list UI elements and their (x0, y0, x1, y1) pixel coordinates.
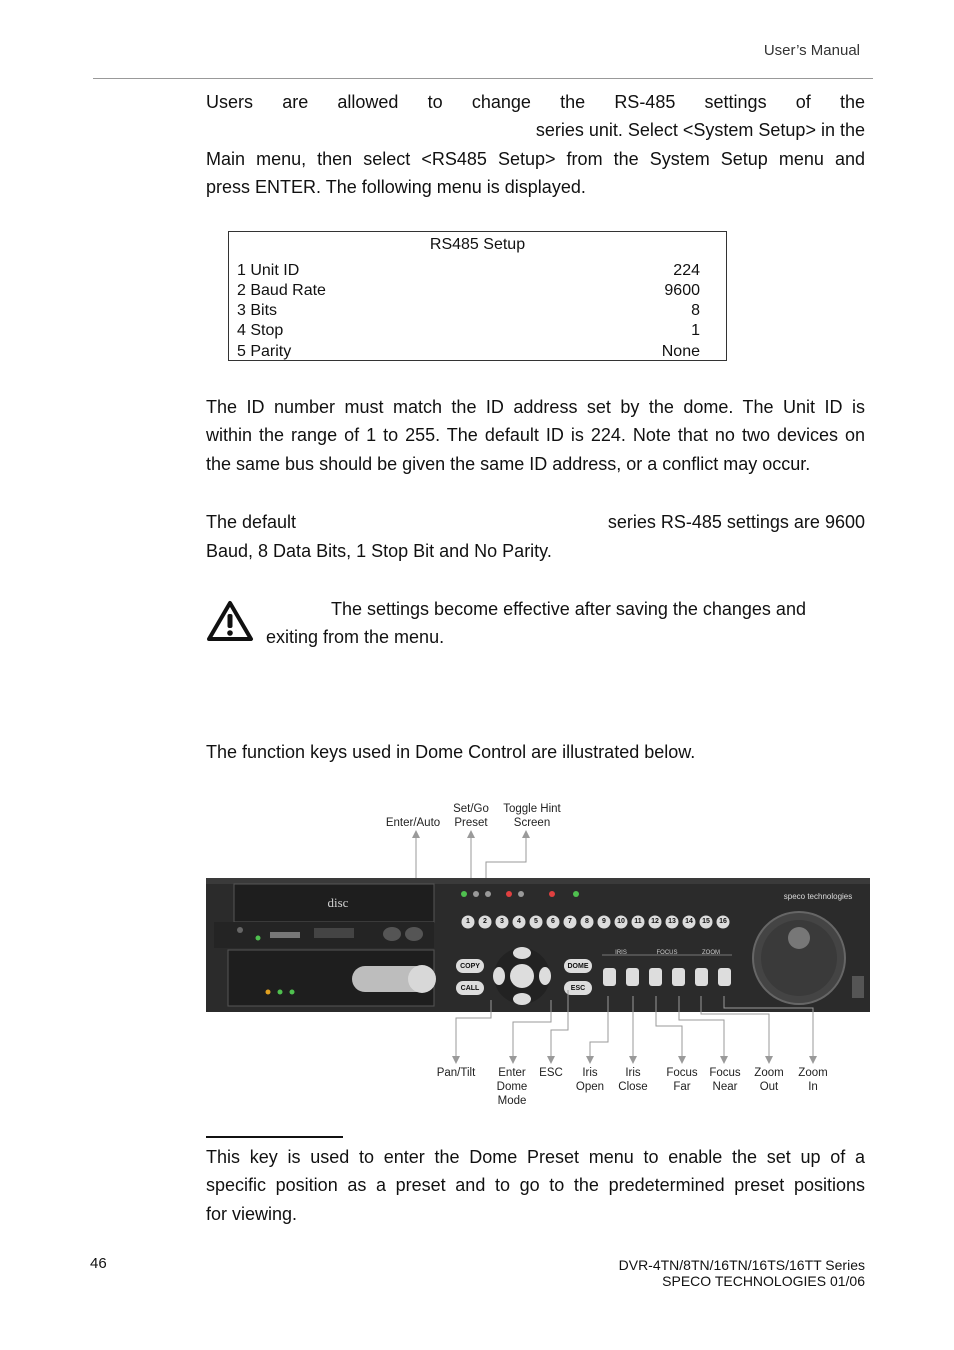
copy-key: COPY (460, 963, 480, 970)
dvr-front-panel-figure (206, 800, 870, 1112)
channel-button-label: 16 (719, 918, 727, 925)
label-zoom-in: Zoom In (798, 1067, 828, 1093)
channel-button-label: 14 (685, 918, 693, 925)
menu-row-label: 4 Stop (237, 322, 284, 339)
page-number: 46 (90, 1255, 107, 1272)
menu-row-value: None (661, 343, 700, 360)
intro-line-4: press ENTER. The following menu is displayed. (206, 177, 586, 197)
intro-word: allowed (337, 92, 399, 112)
channel-button-label: 6 (551, 918, 555, 925)
zoom-group-label: ZOOM (702, 950, 720, 956)
intro-word: the (560, 92, 586, 112)
menu-row-label: 5 Parity (237, 343, 292, 360)
intro-word: of (795, 92, 811, 112)
menu-row-label: 3 Bits (237, 302, 278, 319)
label-iris-close: Iris Close (618, 1067, 648, 1093)
intro-word: are (282, 92, 309, 112)
preset-line-2: specific position as a preset and to go to the predetermined preset positions (206, 1175, 865, 1195)
id-line-3: the same bus should be given the same ID address, or a conflict may occur. (206, 454, 811, 474)
channel-button-label: 11 (634, 918, 642, 925)
menu-row-value: 224 (673, 262, 700, 279)
default-line-right: series RS-485 settings are 9600 (607, 512, 865, 532)
preset-line-3: for viewing. (206, 1204, 298, 1224)
intro-word: Users (206, 92, 254, 112)
menu-row-value: 8 (691, 302, 700, 319)
channel-button-label: 12 (651, 918, 659, 925)
menu-row-label: 1 Unit ID (237, 262, 300, 279)
channel-button-label: 7 (568, 918, 572, 925)
channel-button-label: 2 (483, 918, 487, 925)
label-set-go-preset: Set/Go Preset (453, 803, 489, 829)
footer-series: DVR-4TN/8TN/16TN/16TS/16TT Series (618, 1257, 865, 1273)
intro-line-3: Main menu, then select <RS485 Setup> from the System Setup menu and (206, 149, 865, 169)
intro-line-2: series unit. Select <System Setup> in the (535, 120, 865, 140)
iris-group-label: IRIS (615, 950, 627, 956)
label-toggle-hint-screen: Toggle Hint Screen (503, 803, 561, 829)
function-keys-intro: The function keys used in Dome Control are illustrated below. (206, 742, 696, 762)
preset-line-1: This key is used to enter the Dome Preset menu to enable the set up of a (206, 1147, 865, 1167)
esc-key: ESC (570, 985, 586, 992)
id-line-2: within the range of 1 to 255. The default ID is 224. Note that no two devices on (206, 425, 865, 445)
rs485-setup-menu (228, 231, 727, 361)
intro-word: RS-485 (614, 92, 676, 112)
menu-row-value: 1 (691, 322, 700, 339)
channel-button-label: 9 (602, 918, 606, 925)
call-key: CALL (460, 985, 480, 992)
channel-button-label: 13 (668, 918, 676, 925)
label-esc: ESC (539, 1067, 563, 1079)
intro-line-1 (206, 88, 865, 117)
intro-word: to (427, 92, 443, 112)
menu-row-value: 9600 (664, 282, 700, 299)
channel-button-label: 10 (617, 918, 625, 925)
id-line-1: The ID number must match the ID address set by the dome. The Unit ID is (206, 397, 865, 417)
default-line-2: Baud, 8 Data Bits, 1 Stop Bit and No Parity. (206, 541, 552, 561)
section-underline (206, 1136, 343, 1138)
channel-button-label: 8 (585, 918, 589, 925)
menu-row-bits (237, 302, 700, 320)
warning-icon (206, 600, 254, 642)
label-iris-open: Iris Open (575, 1067, 605, 1093)
page-header-title: User’s Manual (763, 42, 860, 59)
note-line-2: exiting from the menu. (266, 627, 445, 647)
label-enter-dome-mode: Enter Dome Mode (496, 1067, 528, 1107)
channel-button-label: 4 (517, 918, 521, 925)
default-line-left: The default (206, 512, 297, 532)
dome-key: DOME (567, 963, 589, 970)
label-focus-near: Focus Near (709, 1067, 741, 1093)
channel-button-label: 3 (500, 918, 504, 925)
menu-row-baud-rate (237, 282, 700, 300)
channel-button-label: 5 (534, 918, 538, 925)
intro-word: the (839, 92, 865, 112)
note-line-1: The settings become effective after saving the changes and (331, 599, 806, 619)
header-rule (93, 78, 873, 79)
label-zoom-out: Zoom Out (754, 1067, 784, 1093)
footer-info (500, 1257, 865, 1289)
label-enter-auto: Enter/Auto (385, 817, 441, 829)
label-pan-tilt: Pan/Tilt (436, 1067, 476, 1079)
label-focus-far: Focus Far (666, 1067, 698, 1093)
focus-group-label: FOCUS (656, 950, 678, 956)
panel-disc-label: disc (327, 895, 349, 910)
menu-row-label: 2 Baud Rate (237, 282, 326, 299)
panel-brand: speco technologies (783, 892, 853, 901)
intro-word: settings (704, 92, 767, 112)
channel-button-label: 15 (702, 918, 710, 925)
menu-row-parity (237, 343, 700, 361)
footer-company: SPECO TECHNOLOGIES 01/06 (662, 1273, 865, 1289)
menu-row-stop (237, 322, 700, 340)
menu-title: RS485 Setup (429, 236, 526, 253)
menu-row-unit-id (237, 262, 700, 280)
channel-button-label: 1 (466, 918, 470, 925)
intro-word: change (471, 92, 531, 112)
